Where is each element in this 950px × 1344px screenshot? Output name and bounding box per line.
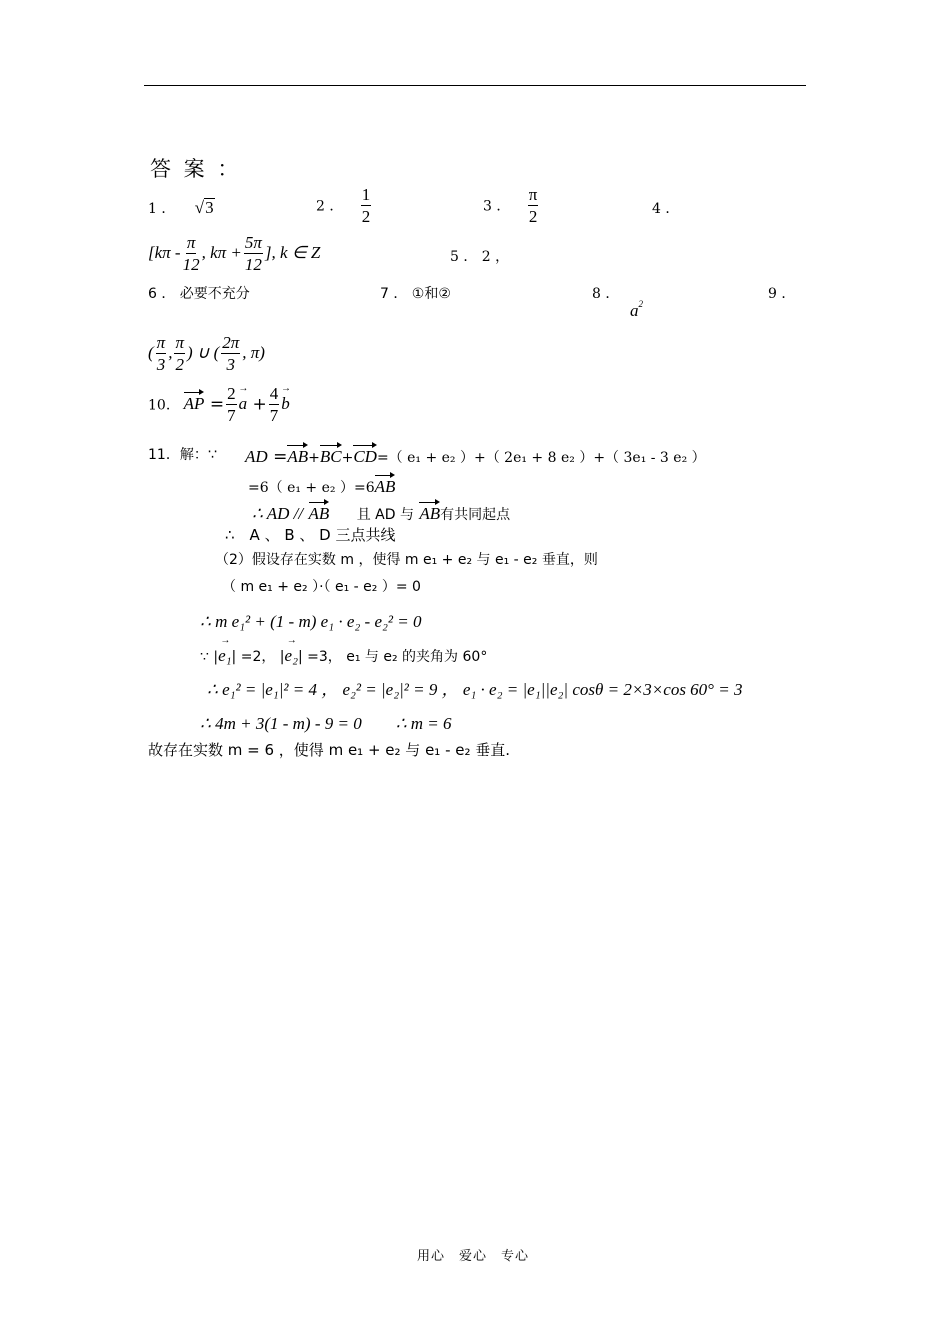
answer-10-num: 10. (148, 397, 171, 414)
sol-11-line8-part2: | =2， | (231, 649, 285, 665)
sol-11-line4: ∴ A 、 B 、 D 三点共线 (225, 526, 396, 544)
answer-9-frac1-den: 3 (156, 354, 166, 374)
sol-11-plus1: + (308, 450, 320, 466)
answer-3-numerator: π (528, 185, 538, 204)
answer-10-frac2-den: 7 (269, 405, 279, 425)
sol-11-line5: （2）假设存在实数 m ，使得 m e₁ + e₂ 与 e₁ - e₂ 垂直，则 (215, 552, 598, 568)
answer-10-plus: + (252, 394, 267, 415)
answer-4-frac1-num: π (186, 233, 196, 252)
answer-8-num: 8 ． (592, 286, 620, 302)
answer-2-numerator: 1 (361, 185, 371, 204)
answer-4-part1: [kπ - (148, 242, 181, 262)
answer-9-frac2-den: 2 (175, 354, 184, 374)
answer-10-frac1-den: 7 (227, 405, 236, 425)
answer-10-vector-b: b → (281, 395, 290, 412)
answer-10-frac2-num: 4 (269, 384, 279, 403)
sol-11-line7: ∴ m e₁² + (1 - m) e₁ · e₂ - e₂² = 0 (200, 612, 422, 631)
answer-7: 7 ． ①和② (380, 286, 451, 302)
answer-2-num: 2 ． (316, 198, 344, 215)
sol-11-line3-vector-ab: AB (308, 504, 330, 523)
answer-9-num: 9 ． (768, 286, 796, 302)
answer-2-denominator: 2 (361, 206, 371, 226)
sol-11-vector-cd: CD (353, 447, 377, 466)
footer: 用心 爱心 专心 (417, 1249, 530, 1264)
sol-11-line3-vector-ab2: AB (419, 504, 441, 523)
answer-9-frac2-num: π (175, 333, 184, 352)
answer-9-frac3-num: 2π (222, 333, 240, 352)
answer-4 (148, 234, 320, 274)
sol-11-line1 (245, 448, 706, 466)
answer-1-value: 3 (205, 198, 214, 217)
sol-11-line6: （ m e₁ + e₂ ）·（ e₁ - e₂ ）= 0 (222, 579, 421, 595)
answer-9-part1: ( (148, 342, 154, 362)
answer-8-base: a (630, 301, 639, 320)
answer-9-part3: ) ∪ ( (186, 342, 220, 362)
answer-10-eq: = (209, 394, 225, 415)
answer-5: 5 ． 2 ， (450, 249, 510, 265)
sol-11-eq: = (273, 447, 288, 467)
sol-11-line2-text: =6（ e₁ + e₂ ）=6 (248, 480, 375, 496)
sol-11-line1-rest: =（ e₁ + e₂ ）+（ 2e₁ + 8 e₂ ）+（ 3e₁ - 3 e₂ ） (376, 450, 706, 466)
answer-6: 6 ． 必要不充分 (148, 286, 250, 302)
answer-3-num: 3 ． (483, 198, 511, 215)
sol-11-line8 (200, 647, 487, 664)
answer-4-frac2-num: 5π (244, 233, 262, 252)
answer-4-part2: , kπ + (201, 242, 242, 262)
answer-10-vector-a: a → (239, 395, 248, 412)
header-rule (144, 85, 806, 86)
answer-9-part2: , (168, 342, 173, 362)
sol-11-line9: ∴ e₁² = |e₁|² = 4 ， e₂² = |e₂|² = 9 ， e₁ · e₂ = |e₁||e₂| cosθ = 2×3×cos 60° = 3 (207, 680, 743, 699)
answer-9 (148, 334, 265, 374)
answer-10-frac1-num: 2 (227, 384, 236, 403)
sol-11-line3-part1: ∴ AD // (252, 504, 304, 523)
sol-11-line2 (248, 478, 395, 495)
heading: 答 案 ： (150, 157, 242, 181)
answer-1-num: 1 ． (148, 201, 176, 217)
answer-8 (630, 300, 643, 319)
sol-11-line2-vector-ab: AB (374, 477, 396, 496)
sol-11-line8-part1: ∵ | (200, 649, 219, 665)
answer-9-frac1-num: π (156, 333, 166, 352)
sol-11-line3-part3: 有共同起点 (440, 507, 511, 523)
sol-11-label: 11．解：∵ (148, 447, 217, 463)
sol-11-conclusion: 故存在实数 m = 6 ，使得 m e₁ + e₂ 与 e₁ - e₂ 垂直. (148, 741, 511, 759)
answer-10 (148, 385, 290, 425)
answer-9-frac3-den: 3 (226, 354, 236, 374)
answer-8-exp: 2 (638, 299, 643, 309)
sol-11-vector-e1: e₁ → (218, 647, 231, 664)
answer-4-frac2-den: 12 (244, 254, 262, 274)
answer-4-part3: ], k ∈ Z (264, 242, 321, 262)
sol-11-vector-e2: e₂ → (285, 647, 298, 664)
answer-4-frac1-den: 12 (182, 254, 200, 274)
answer-9-part4: , π) (242, 342, 265, 362)
sol-11-vector-bc: BC (319, 447, 342, 466)
answer-4-num: 4 ． (652, 201, 680, 217)
sol-11-line3 (252, 505, 510, 523)
answer-3 (483, 186, 540, 226)
sol-11-plus2: + (341, 450, 354, 466)
answer-3-denominator: 2 (528, 206, 538, 226)
sol-11-ad: AD (245, 447, 268, 466)
sol-11-line3-part2: 且 AD 与 (356, 507, 414, 523)
answer-1: 1 ． √3 (148, 198, 214, 217)
sol-11-line8-part3: | =3， e₁ 与 e₂ 的夹角为 60° (298, 649, 488, 665)
sol-11-vector-ab: AB (287, 447, 309, 466)
answer-10-vector-ap: AP (183, 394, 205, 414)
sol-11-line10: ∴ 4m + 3(1 - m) - 9 = 0 ∴ m = 6 (200, 714, 452, 733)
answer-2 (316, 186, 373, 226)
